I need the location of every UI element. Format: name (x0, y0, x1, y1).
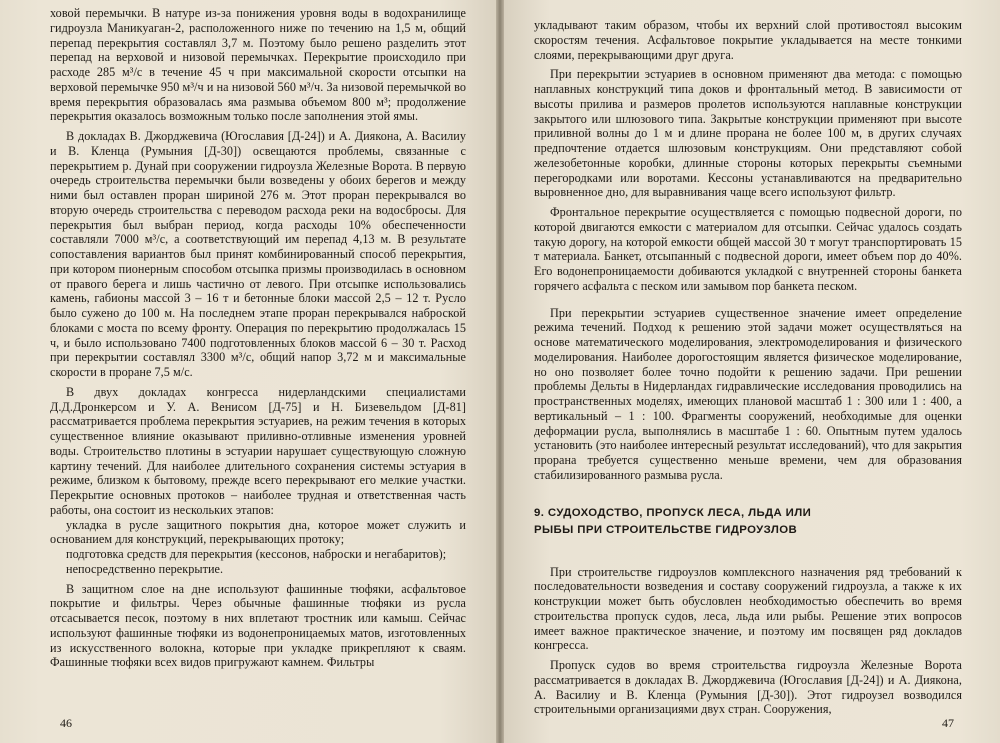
list-item: непосредственно перекрытие. (66, 561, 224, 576)
paragraph: В докладах В. Джорджевича (Югославия [Д-24]) и А. Диякона, А. Василиу и В. Кленца (Румыния [Д-30]) освещаются проблемы, связанные с перекрытием р. Дунай при сооружении гидроузла Железные Ворота. В первую очередь строительства перемычки были возведены у обоих берегов и между ними был оставлен проран шириной 276 м. Этот проран перекрывался во вторую очередь строительства с переводом расхода реки на водосбросы. Для перекрытия был выбран период, когда расходы 10% обеспеченности составляли 7000 м³/с, а соответствующий им перепад 4,13 м. В результате сопоставления вариантов был принят комбинированный способ перекрытия, при котором пионерным способом отсыпка призмы производилась в основном от правого берега и лишь частично от левого. При отсыпке использовались камень, габионы массой 3 – 16 т и бетонные блоки массой 2,5 – 12 т. Русло было сужено до 100 м. На последнем этапе проран перекрывался наброской блоками с моста по всему фронту. Операция по перекрытию продолжалась 15 ч, и было использовано 7400 подготовленных блоков массой 6 – 30 т. Расход при перекрытии составлял 3300 м³/с, общий напор 3,72 м и максимальные скорости в проране 7,5 м/с. (50, 129, 466, 379)
paragraph: При перекрытии эстуариев существенное значение имеет определение режима течений. Подход к решению этой задачи может осуществляться на основе математического моделирования, электромоделирования и физического моделирования. Наиболее дорогостоящим является физическое моделирование, но оно позволяет более точно подойти к решению задачи. При решении проблемы Дельты в Нидерландах гидравлические исследования проводились на пространственных моделях, имеющих плановой масштаб 1 : 300 или 1 : 400, а вертикальный – 1 : 100. Фрагменты сооружений, необходимые для оценки деформации русла, выполнялись в масштабе 1 : 60. Опытным путем удалось установить (это наиболее интересный результат исследований), что для закрытия прорана требуется существенно меньше времени, чем для образования стабилизированного размыва русла. (534, 305, 962, 482)
paragraph: В защитном слое на дне используют фашинные тюфяки, асфальтовое покрытие и фильтры. Через обычные фашинные тюфяки из русла отсасывается песок, поэтому в них вплетают тростник или камыш. Сейчас используют фашинные тюфяки из водонепроницаемых матов, изготовленных из искусственного волокна, которые при укладке прикрепляют к сваям. Фашинные тюфяки всех видов пригружают камнем. Фильтры (50, 581, 466, 670)
section-heading-line: 9. СУДОХОДСТВО, ПРОПУСК ЛЕСА, ЛЬДА ИЛИ (534, 506, 812, 519)
paragraph: Фронтальное перекрытие осуществляется с помощью подвесной дороги, по которой двигаются емкости с материалом для отсыпки. Сейчас удалось создать такую дорогу, на которой емкости общей массой 30 т могут транспортировать 15 т материала. Банкет, отсыпанный с подвесной дороги, имеет объем пор до 40%. Его водонепроницаемости добиваются укладкой с внутренней стороны банкета горячего асфальта с песком или замывом пор банкета песком. (534, 205, 962, 293)
paragraph: В двух докладах конгресса нидерландскими специалистами Д.Д.Дронкерсом и У. А. Венисом [Д-75] и Н. Бизевельдом [Д-81] рассматривается проблема перекрытия эстуариев, на режим течения в которых существенное влияние оказывают приливно-отливные изменения уровней воды. Строительство плотины в эстуарии нарушает существующую сложную картину течений. Для наиболее длительного сохранения системы эстуария в режиме, близком к бытовому, прежде всего перекрывают его мелкие участки. Перекрытие основных протоков – наиболее трудная и ответственная часть работы, она состоит из нескольких этапов: (50, 384, 466, 517)
right-page-text (534, 18, 962, 717)
list-item: подготовка средств для перекрытия (кессонов, наброски и негабаритов); (66, 547, 447, 561)
paragraph: Пропуск судов во время строительства гидроузла Железные Ворота рассматривается в докладах В. Джорджевича (Югославия [Д-24]) и А. Диякона, А. Василиу и В. Кленца (Румыния [Д-30]). Этот гидроузел возводился строительными организациями двух стран. Сооружения, (534, 658, 962, 717)
book-gutter (496, 0, 504, 743)
page-number: 47 (942, 716, 954, 730)
page-number: 46 (60, 716, 72, 730)
paragraph: ховой перемычки. В натуре из-за понижения уровня воды в водохранилище гидроузла Маникуаган-2, расположенного ниже по течению на 1,5 м, общий перепад перекрытия составлял 3,7 м. Поэтому было решено разделить этот перепад на верховой и низовой перемычках. Перекрытие происходило при расходе 285 м³/с в течение 45 ч при максимальной скорости отсыпки на верховой перемычке 950 м³/ч и на низовой 560 м³/ч. За низовой перемычкой во время перекрытия образовалась яма размыва объемом 800 м³; продолжение перекрытия оказалось возможным только после заполнения этой ямы. (50, 6, 466, 124)
section-heading-line: РЫБЫ ПРИ СТРОИТЕЛЬСТВЕ ГИДРОУЗЛОВ (534, 523, 798, 536)
paragraph: При перекрытии эстуариев в основном применяют два метода: с помощью наплавных конструкций типа доков и фронтальный метод. В зависимости от высоты прилива и размеров пролетов используются наплавные конструкции закрытого или шлюзового типа. Закрытые конструкции применяют при высоте приливной волны до 1 м и длине прорана не более 100 м, в других случаях предпочтение отдается шлюзовым конструкциям. Они представляют собой железобетонные коробки, длинные стороны которых перекрыты съемными перегородками или воротами. Кессоны устанавливаются на предварительно выровненное дно, для выравнивания чаще всего используют фильтр. (534, 67, 962, 200)
paragraph: укладывают таким образом, чтобы их верхний слой противостоял высоким скоростям течения. Асфальтовое покрытие укладывается на месте тонкими слоями, перекрывающими друг друга. (534, 18, 962, 62)
section-heading (534, 505, 962, 539)
list-item: укладка в русле защитного покрытия дна, которое может служить и основанием для конструкций, перекрывающих протоку; (50, 517, 466, 547)
right-page (500, 0, 1000, 743)
paragraph: При строительстве гидроузлов комплексного назначения ряд требований к последовательности возведения и составу сооружений гидроузла, а также к их конструкции может быть обусловлен необходимостью обеспечить во время строительства пропуск судов, леса, льда или рыбы. Решение этих вопросов имеет важное практическое значение, и поэтому им посвящен ряд докладов конгресса. (534, 564, 962, 653)
left-page-text (50, 6, 466, 670)
